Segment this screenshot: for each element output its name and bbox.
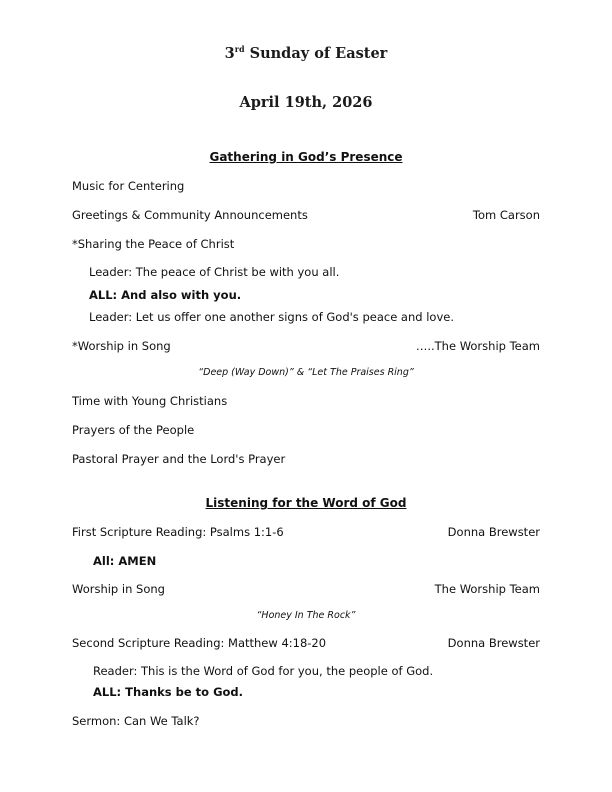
section-heading-listening: Listening for the Word of God (205, 496, 407, 510)
litany-leader-line (89, 265, 540, 279)
item-sharing-peace (72, 237, 540, 251)
item-worship-in-song (72, 339, 540, 353)
service-date: April 19th, 2026 (239, 94, 373, 111)
item-label: Worship in Song (72, 582, 165, 596)
item-label: *Worship in Song (72, 339, 171, 353)
item-label: Music for Centering (72, 179, 185, 193)
item-label: Prayers of the People (72, 423, 195, 437)
response-amen (93, 554, 540, 568)
item-person: Tom Carson (472, 208, 540, 222)
song-titles: “Deep (Way Down)” & “Let The Praises Ring” (198, 367, 414, 378)
song-title: “Honey In The Rock” (256, 610, 356, 621)
title-ordinal-number: 3 (224, 45, 235, 62)
item-label: *Sharing the Peace of Christ (72, 237, 235, 251)
litany-text: ALL: Thanks be to God. (93, 685, 244, 699)
item-music-for-centering (72, 179, 540, 193)
section-heading-gathering: Gathering in God’s Presence (209, 150, 403, 164)
litany-reader-line (93, 664, 540, 678)
item-young-christians (72, 394, 540, 408)
item-label: Time with Young Christians (72, 394, 228, 408)
litany-all-thanks (93, 685, 540, 699)
title-ordinal-suffix: rd (234, 44, 245, 54)
item-greetings (72, 208, 540, 222)
item-person: Donna Brewster (447, 636, 540, 650)
item-person: …..The Worship Team (415, 339, 540, 353)
litany-text: ALL: And also with you. (89, 288, 242, 302)
item-person: The Worship Team (434, 582, 540, 596)
item-sermon (72, 714, 540, 728)
item-first-scripture (72, 525, 540, 539)
item-label: First Scripture Reading: Psalms 1:1-6 (72, 525, 284, 539)
litany-text: All: AMEN (93, 554, 157, 568)
item-label: Greetings & Community Announcements (72, 208, 308, 222)
item-person: Donna Brewster (447, 525, 540, 539)
litany-text: Leader: The peace of Christ be with you all. (89, 265, 340, 279)
litany-text: Leader: Let us offer one another signs of God's peace and love. (89, 310, 454, 324)
litany-text: Reader: This is the Word of God for you, the people of God. (93, 664, 434, 678)
litany-leader-line (89, 310, 540, 324)
item-prayers-of-people (72, 423, 540, 437)
litany-all-response (89, 288, 540, 302)
item-label: Pastoral Prayer and the Lord's Prayer (72, 452, 286, 466)
item-worship-in-song-2 (72, 582, 540, 596)
item-pastoral-prayer (72, 452, 540, 466)
item-label: Second Scripture Reading: Matthew 4:18-20 (72, 636, 327, 650)
service-title (0, 45, 612, 62)
item-second-scripture (72, 636, 540, 650)
title-rest: Sunday of Easter (244, 45, 388, 62)
item-label: Sermon: Can We Talk? (72, 714, 200, 728)
